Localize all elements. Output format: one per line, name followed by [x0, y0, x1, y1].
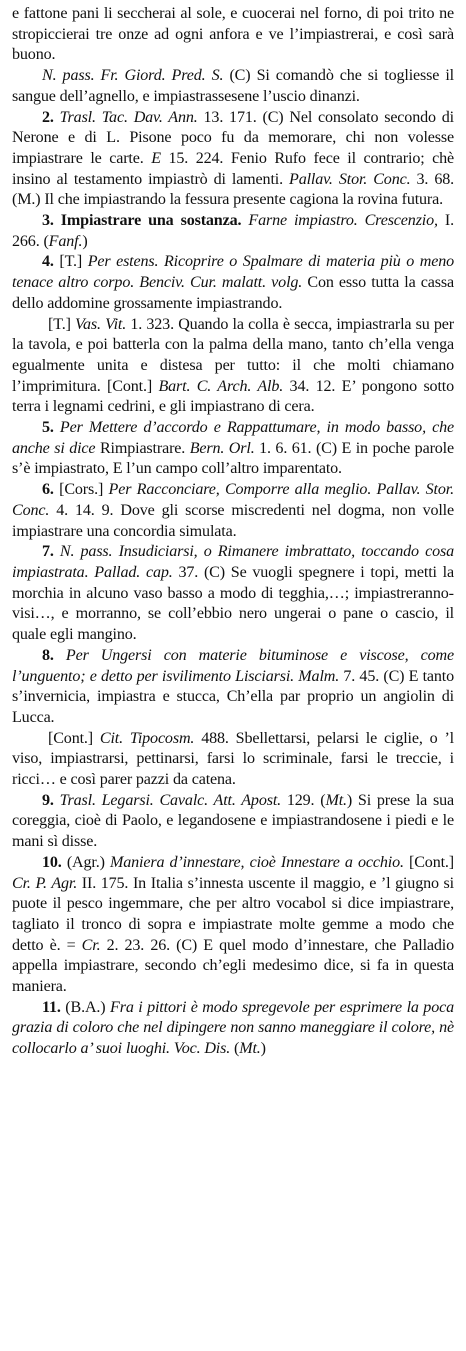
text-run: [T.]: [48, 315, 76, 333]
entry-paragraph: [12, 211, 454, 252]
sense-number: 4.: [42, 253, 60, 271]
italic-text: Farne impiastro. Crescenzio,: [248, 212, 438, 230]
italic-text: Maniera d’innestare, cioè Innestare a occhio.: [109, 853, 404, 871]
text-run: ): [260, 1040, 266, 1058]
text-run: 7. 45. (C) E tanto s’invernicia, impiastra e stucca, Ch’ella par proprio un angiolin di Lucca.: [12, 667, 455, 726]
entry-paragraph: [12, 108, 454, 212]
entry-paragraph: [12, 315, 454, 419]
text-run: Con esso tutta la cassa dello addomine grossamente impiastrando.: [12, 274, 454, 312]
text-run: (C) Si comandò che si togliesse il sangue dell’agnello, e impiastrassesene l’uscio dinanzi.: [12, 67, 454, 105]
italic-text: Trasl. Tac. Dav. Ann.: [59, 108, 198, 126]
entry-paragraph: [12, 418, 454, 480]
italic-text: Bart. C. Arch. Alb.: [158, 377, 284, 395]
italic-text: Fanf.: [48, 232, 83, 250]
entry-paragraph: [12, 542, 454, 646]
text-run: 3. 68. (M.) Il che impiastrando la fessura presente cagiona la rovina futura.: [12, 170, 454, 209]
sense-number: 3.: [42, 212, 61, 230]
text-run: [Cont.]: [48, 729, 100, 747]
sense-number: 5.: [42, 419, 60, 437]
entry-paragraph: [12, 998, 454, 1060]
italic-text: Cr.: [81, 936, 101, 954]
sense-number: 11.: [42, 998, 66, 1016]
italic-text: Mt.: [325, 791, 347, 809]
text-run: ): [82, 232, 88, 250]
sense-number: Impiastrare una sostanza.: [60, 212, 242, 230]
text-run: (Agr.): [66, 853, 110, 871]
italic-text: Per Racconciare, Comporre alla meglio. Pallav. Stor. Conc.: [12, 481, 454, 519]
entry-paragraph: [12, 646, 454, 729]
italic-text: E: [151, 149, 161, 167]
text-run: 1. 6. 61. (C) E in poche parole s’è impiastrato, E l’un campo coll’altro imparentato.: [12, 439, 454, 478]
italic-text: Per Mettere d’accordo e Rappattumare, in modo basso, che anche si dice: [12, 419, 454, 457]
entry-paragraph: [12, 791, 454, 853]
text-run: 129. (: [281, 791, 326, 809]
text-run: I. 266. (: [12, 212, 454, 250]
text-run: [T.]: [59, 253, 88, 271]
text-run: 13. 171. (C) Nel consolato secondo di Nerone e di L. Pisone poco fu da memorare, chi non volesse impiastrare le carte.: [12, 108, 454, 167]
text-run: Rimpiastrare.: [95, 439, 190, 457]
text-run: 34. 12. E’ pongono sotto terra i legnami cedrini, e gli impiastrano di cera.: [12, 377, 454, 416]
sense-number: 8.: [42, 646, 66, 664]
italic-text: Fra i pittori è modo spregevole per esprimere la poca grazia di coloro che nel dipingere non sanno maneggiare il colore, nè collocarlo a’ suoi luoghi. Voc. Dis.: [12, 998, 454, 1058]
entry-paragraph: [12, 66, 454, 107]
italic-text: Cr. P. Agr.: [12, 874, 78, 892]
sense-number: 2.: [42, 108, 60, 126]
text-run: II. 175. In Italia s’innesta uscente il maggio, e ’l giugno si puote il pesco ingemmare, che per altro vocabol si dice impiastrare, tagliato il tronco di sopra e impiastrate molte gemme a modo che detto è. =: [12, 874, 454, 954]
entry-paragraph: [12, 252, 454, 314]
italic-text: Trasl. Legarsi. Cavalc. Att. Apost.: [59, 791, 282, 809]
text-run: e fattone pani li seccherai al sole, e cuocerai nel forno, di poi trito ne stropiccierai tre onze ad ogni anfora e ve l’impiastrerai, e così sarà buono.: [12, 5, 454, 64]
text-run: [Cors.]: [59, 481, 109, 499]
text-run: 488. Sbellettarsi, pelarsi le ciglie, o ’l viso, impiastrarsi, pettinarsi, farsi lo scriminale, farsi le treccie, i ricci… e così parer pazzi da catena.: [12, 729, 454, 789]
text-run: 15. 224. Fenio Rufo fece il contrario; chè insino al testamento impiastrò di lamenti.: [12, 149, 455, 188]
italic-text: N. pass. Fr. Giord. Pred. S.: [42, 67, 224, 85]
entry-paragraph: [12, 480, 454, 542]
text-run: 1. 323. Quando la colla è secca, impiastrarla su per la tavola, e poi batterla con la palma della mano, tanto ch’ella venga egualmente unita e distesa per tutto: il che molti chiamano l’imprimitura. [Cont.]: [12, 315, 455, 395]
entry-paragraph: [12, 729, 454, 791]
text-run: ) Si prese la sua coreggia, cioè di Paolo, e legandosene e impiastrandosene i piedi e le mani sì disse.: [12, 791, 454, 851]
italic-text: Mt.: [239, 1040, 261, 1058]
sense-number: 6.: [42, 481, 60, 499]
text-run: 2. 23. 26. (C) E quel modo d’innestare, che Palladio appella impiastrare, secondo ch’egli medesimo dice, si fa in questa maniera.: [12, 936, 454, 996]
italic-text: N. pass. Insudiciarsi, o Rimanere imbrattato, toccando cosa impiastrata. Pallad. cap.: [12, 543, 454, 581]
italic-text: Bern. Orl.: [189, 439, 255, 457]
text-run: [Cont.]: [403, 853, 455, 871]
entry-paragraph: [12, 4, 454, 66]
entry-paragraph: [12, 853, 454, 998]
sense-number: 7.: [42, 543, 60, 561]
italic-text: Per estens. Ricoprire o Spalmare di materia più o meno tenace altro corpo. Benciv. Cur. malatt. volg.: [12, 253, 454, 292]
sense-number: 10.: [42, 853, 67, 871]
text-run: (B.A.): [65, 998, 111, 1016]
text-run: 4. 14. 9. Dove gli scorse miscredenti nel dogma, non volle impiastrare una concordia simulata.: [12, 501, 454, 540]
italic-text: Cit. Tipocosm.: [99, 729, 195, 747]
italic-text: Vas. Vit.: [75, 315, 127, 333]
text-run: 37. (C) Se vuogli spegnere i topi, metti la morchia in alcuno vaso basso a modo di tegghia,…; impiastrerannovisi…, e morranno, se coll’ebbio nero ungerai o pane o cascio, il quale egli mangino.: [12, 563, 454, 644]
sense-number: 9.: [42, 791, 60, 809]
text-run: (: [230, 1040, 240, 1058]
italic-text: Per Ungersi con materie bituminose e viscose, come l’unguento; e detto per isvilimento Lisciarsi. Malm.: [12, 646, 454, 685]
italic-text: Pallav. Stor. Conc.: [289, 170, 411, 188]
